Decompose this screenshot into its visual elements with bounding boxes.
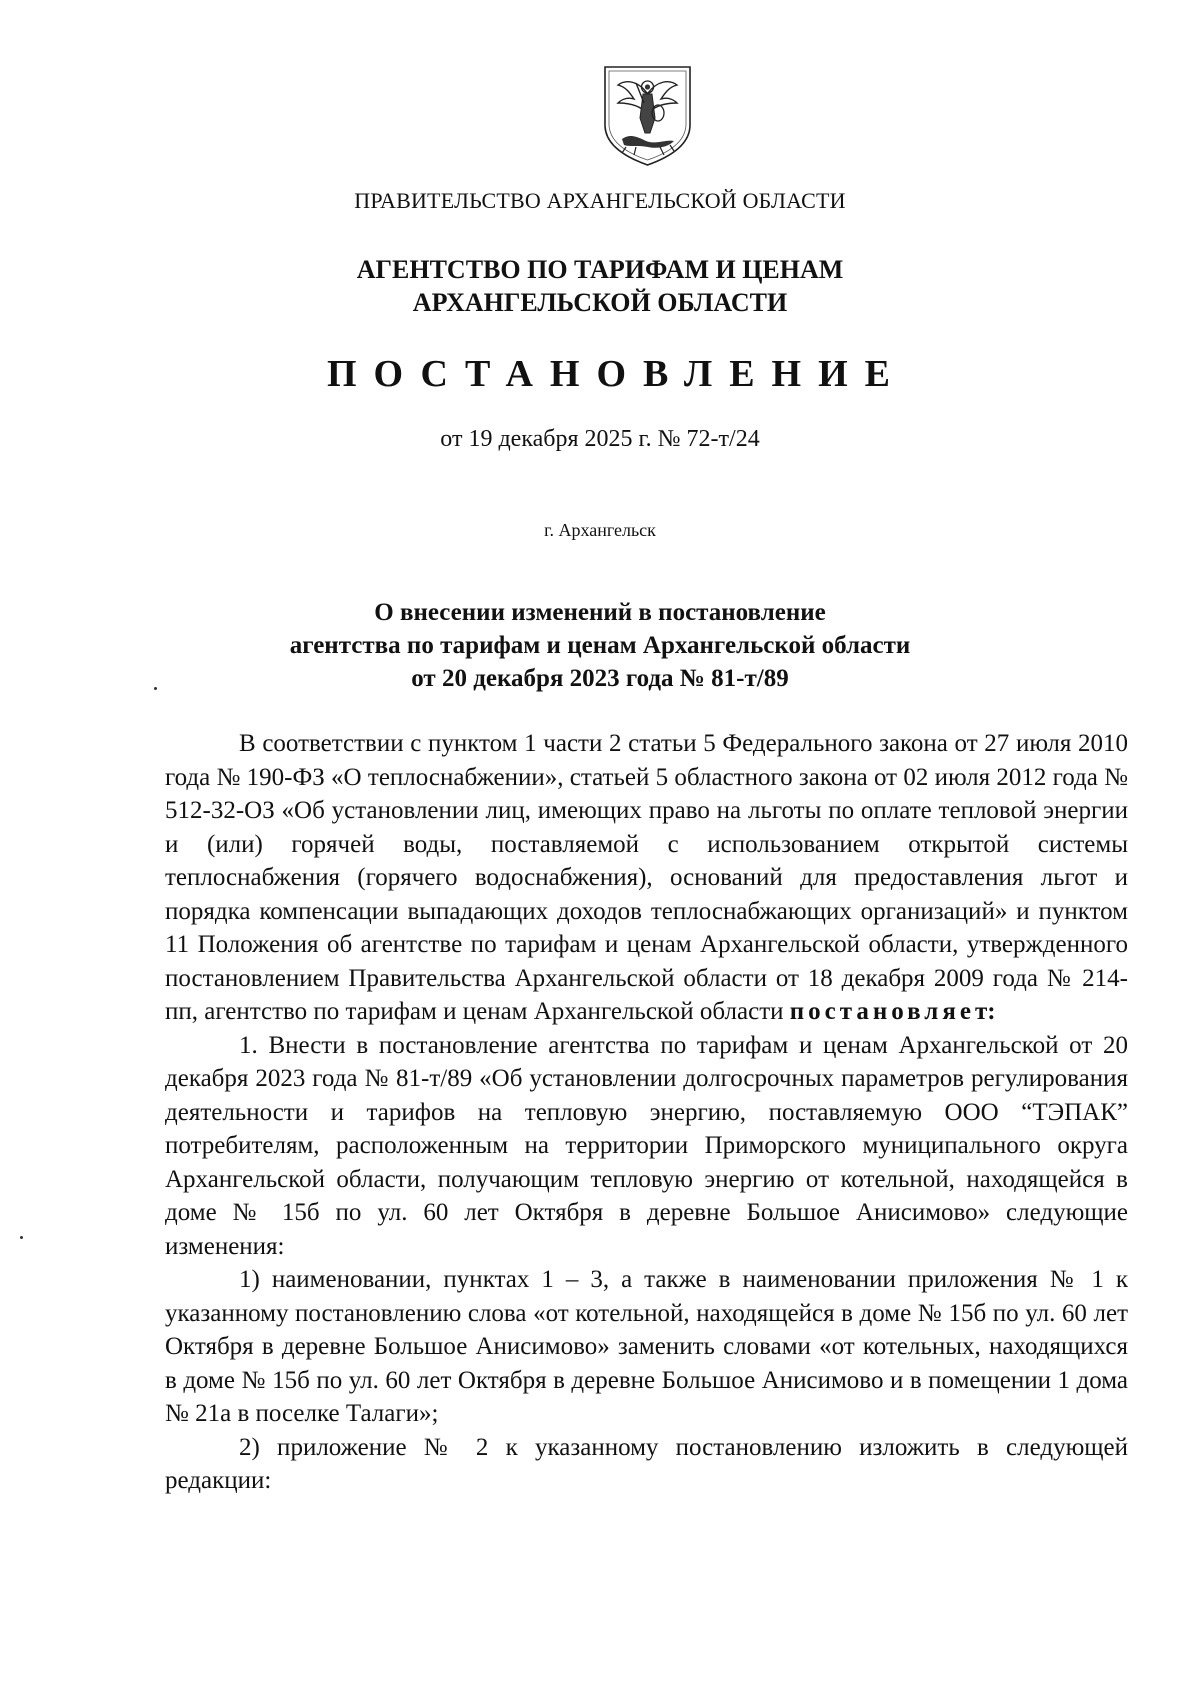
scan-speck <box>154 687 157 690</box>
preamble-paragraph <box>165 727 1128 1029</box>
document-city: г. Архангельск <box>544 520 656 540</box>
government-title: ПРАВИТЕЛЬСТВО АРХАНГЕЛЬСКОЙ ОБЛАСТИ <box>354 188 846 213</box>
agency-title-line1: АГЕНТСТВО ПО ТАРИФАМ И ЦЕНАМ <box>356 255 844 284</box>
document-type: ПОСТАНОВЛЕНИЕ <box>326 353 908 395</box>
document-subject <box>0 596 1200 695</box>
resolves-word: постановляе <box>789 998 975 1025</box>
clause-1-paragraph: 1. Внести в постановление агентства по тарифам и ценам Архангельской от 20 декабря 2023 года № 81-т/89 «Об установлении долгосрочных параметров регулирования деятельности и тарифов на тепловую энергию, поставляемую ООО “ТЭПАК” потребителям, расположенным на территории Приморского муниципального округа Архангельской области, получающим тепловую энергию от котельной, находящейся в доме № 15б по ул. 60 лет Октября в деревне Большое Анисимово» следующие изменения: <box>165 1031 1128 1260</box>
agency-title-line2: АРХАНГЕЛЬСКОЙ ОБЛАСТИ <box>412 288 788 317</box>
subject-line2: агентства по тарифам и ценам Архангельской области <box>289 632 911 659</box>
subject-line3: от 20 декабря 2023 года № 81-т/89 <box>411 665 789 692</box>
document-date-number: от 19 декабря 2025 г. № 72-т/24 <box>440 426 760 452</box>
preamble-text: В соответствии с пунктом 1 части 2 статьи 5 Федерального закона от 27 июля 2010 года № 190-ФЗ «О теплоснабжении», статьей 5 областного закона от 02 июля 2012 года № 512-32-ОЗ «Об установлении лиц, имеющих право на льготы по оплате тепловой энергии и (или) горячей воды, поставляемой с использованием открытой системы теплоснабжения (горячего водоснабжения), оснований для предоставления льгот и порядка компенсации выпадающих доходов теплоснабжающих организаций» и пунктом 11 Положения об агентстве по тарифам и ценам Архангельской области, утвержденного постановлением Правительства Архангельской области от 18 декабря 2009 года № 214-пп, агентство по тарифам и ценам Архангельской области <box>165 730 1128 1025</box>
subclause-2-paragraph: 2) приложение № 2 к указанному постановлению изложить в следующей редакции: <box>165 1433 1128 1494</box>
resolves-word-tail: т: <box>974 998 996 1025</box>
coat-of-arms-emblem <box>600 63 695 168</box>
subclause-1-paragraph: 1) наименовании, пунктах 1 – 3, а также в наименовании приложения № 1 к указанному постановлению слова «от котельной, находящейся в доме № 15б по ул. 60 лет Октября в деревне Большое Анисимово» заменить словами «от котельных, находящихся в доме № 15б по ул. 60 лет Октября в деревне Большое Анисимово и в помещении 1 дома № 21а в поселке Талаги»; <box>165 1266 1128 1427</box>
subject-line1: О внесении изменений в постановление <box>374 599 826 626</box>
document-body <box>165 727 1128 1498</box>
scan-speck <box>20 1236 23 1239</box>
agency-title <box>0 253 1200 319</box>
